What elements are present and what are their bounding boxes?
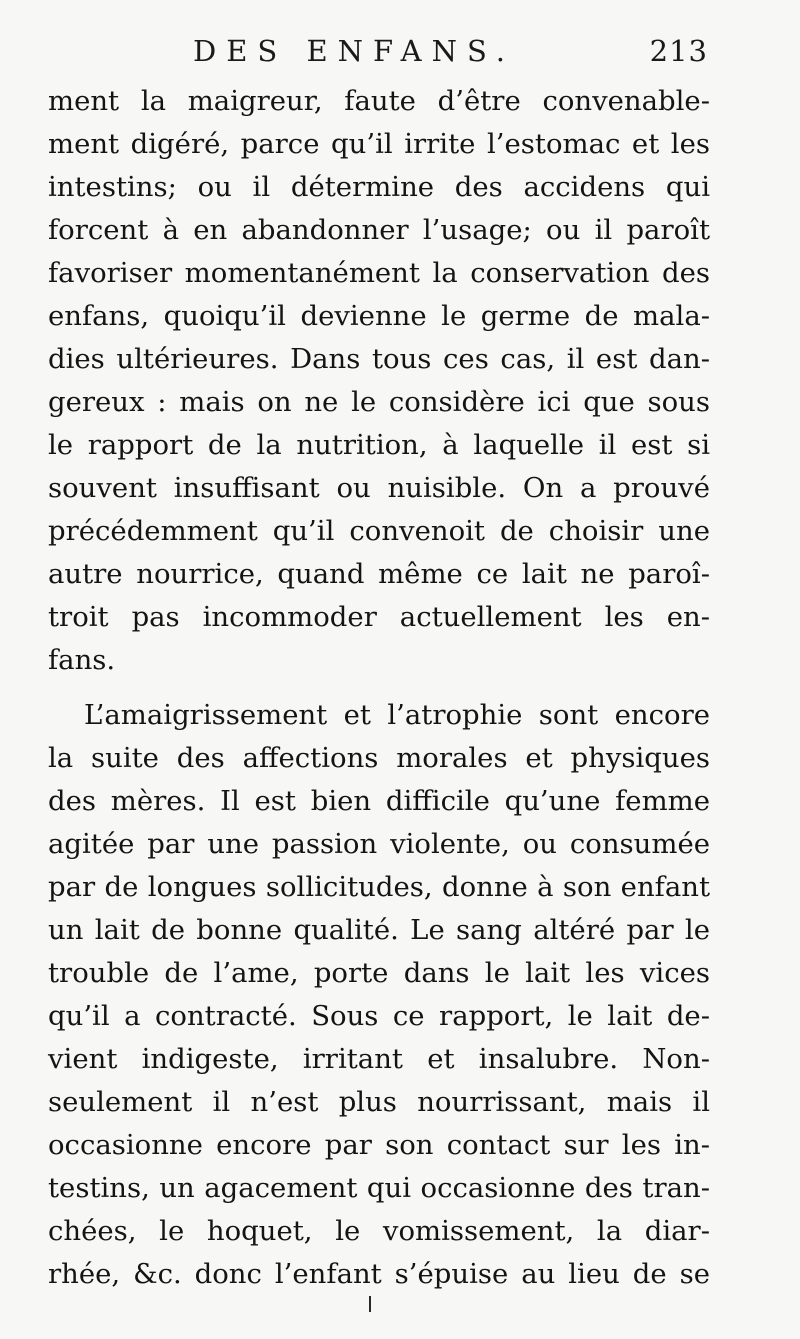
text-line: gereux : mais on ne le considère ici que sous xyxy=(48,386,710,418)
text-line: autre nourrice, quand même ce lait ne paroî- xyxy=(48,558,710,590)
text-line: agitée par une passion violente, ou consumée xyxy=(48,828,710,860)
text-line: testins, un agacement qui occasionne des tran- xyxy=(48,1172,710,1204)
paragraph-1 xyxy=(48,80,710,682)
text-line: favoriser momentanément la conservation des xyxy=(48,257,710,289)
text-line: intestins; ou il détermine des accidens qui xyxy=(48,171,710,203)
body-text xyxy=(48,80,710,1296)
text-line: le rapport de la nutrition, à laquelle il est si xyxy=(48,429,710,461)
text-line: forcent à en abandonner l’usage; ou il paroît xyxy=(48,214,710,246)
text-line: seulement il n’est plus nourrissant, mais il xyxy=(48,1086,710,1118)
page-number: 213 xyxy=(649,34,708,68)
text-line: souvent insuffisant ou nuisible. On a prouvé xyxy=(48,472,710,504)
text-line: rhée, &c. donc l’enfant s’épuise au lieu de se xyxy=(48,1258,710,1290)
text-line: ment digéré, parce qu’il irrite l’estomac et les xyxy=(48,128,710,160)
text-line: fans. xyxy=(48,644,116,676)
text-line: dies ultérieures. Dans tous ces cas, il est dan- xyxy=(48,343,710,375)
text-line: précédemment qu’il convenoit de choisir une xyxy=(48,515,710,547)
text-line: ment la maigreur, faute d’être convenable- xyxy=(48,85,710,117)
running-title: DES ENFANS. xyxy=(193,34,516,68)
text-line: vient indigeste, irritant et insalubre. Non- xyxy=(48,1043,710,1075)
running-head xyxy=(48,34,708,74)
text-line: trouble de l’ame, porte dans le lait les vices xyxy=(48,957,710,989)
text-line: qu’il a contracté. Sous ce rapport, le lait de- xyxy=(48,1000,710,1032)
printer-mark xyxy=(369,1296,371,1312)
text-line: par de longues sollicitudes, donne à son enfant xyxy=(48,871,710,903)
text-line: L’amaigrissement et l’atrophie sont encore xyxy=(84,699,710,731)
text-line: la suite des affections morales et physiques xyxy=(48,742,710,774)
text-line: chées, le hoquet, le vomissement, la diar- xyxy=(48,1215,710,1247)
text-line: un lait de bonne qualité. Le sang altéré par le xyxy=(48,914,710,946)
text-line: des mères. Il est bien difficile qu’une femme xyxy=(48,785,710,817)
text-line: enfans, quoiqu’il devienne le germe de mala- xyxy=(48,300,710,332)
paragraph-2 xyxy=(48,694,710,1296)
text-line: occasionne encore par son contact sur les in- xyxy=(48,1129,710,1161)
text-line: troit pas incommoder actuellement les en- xyxy=(48,601,710,633)
